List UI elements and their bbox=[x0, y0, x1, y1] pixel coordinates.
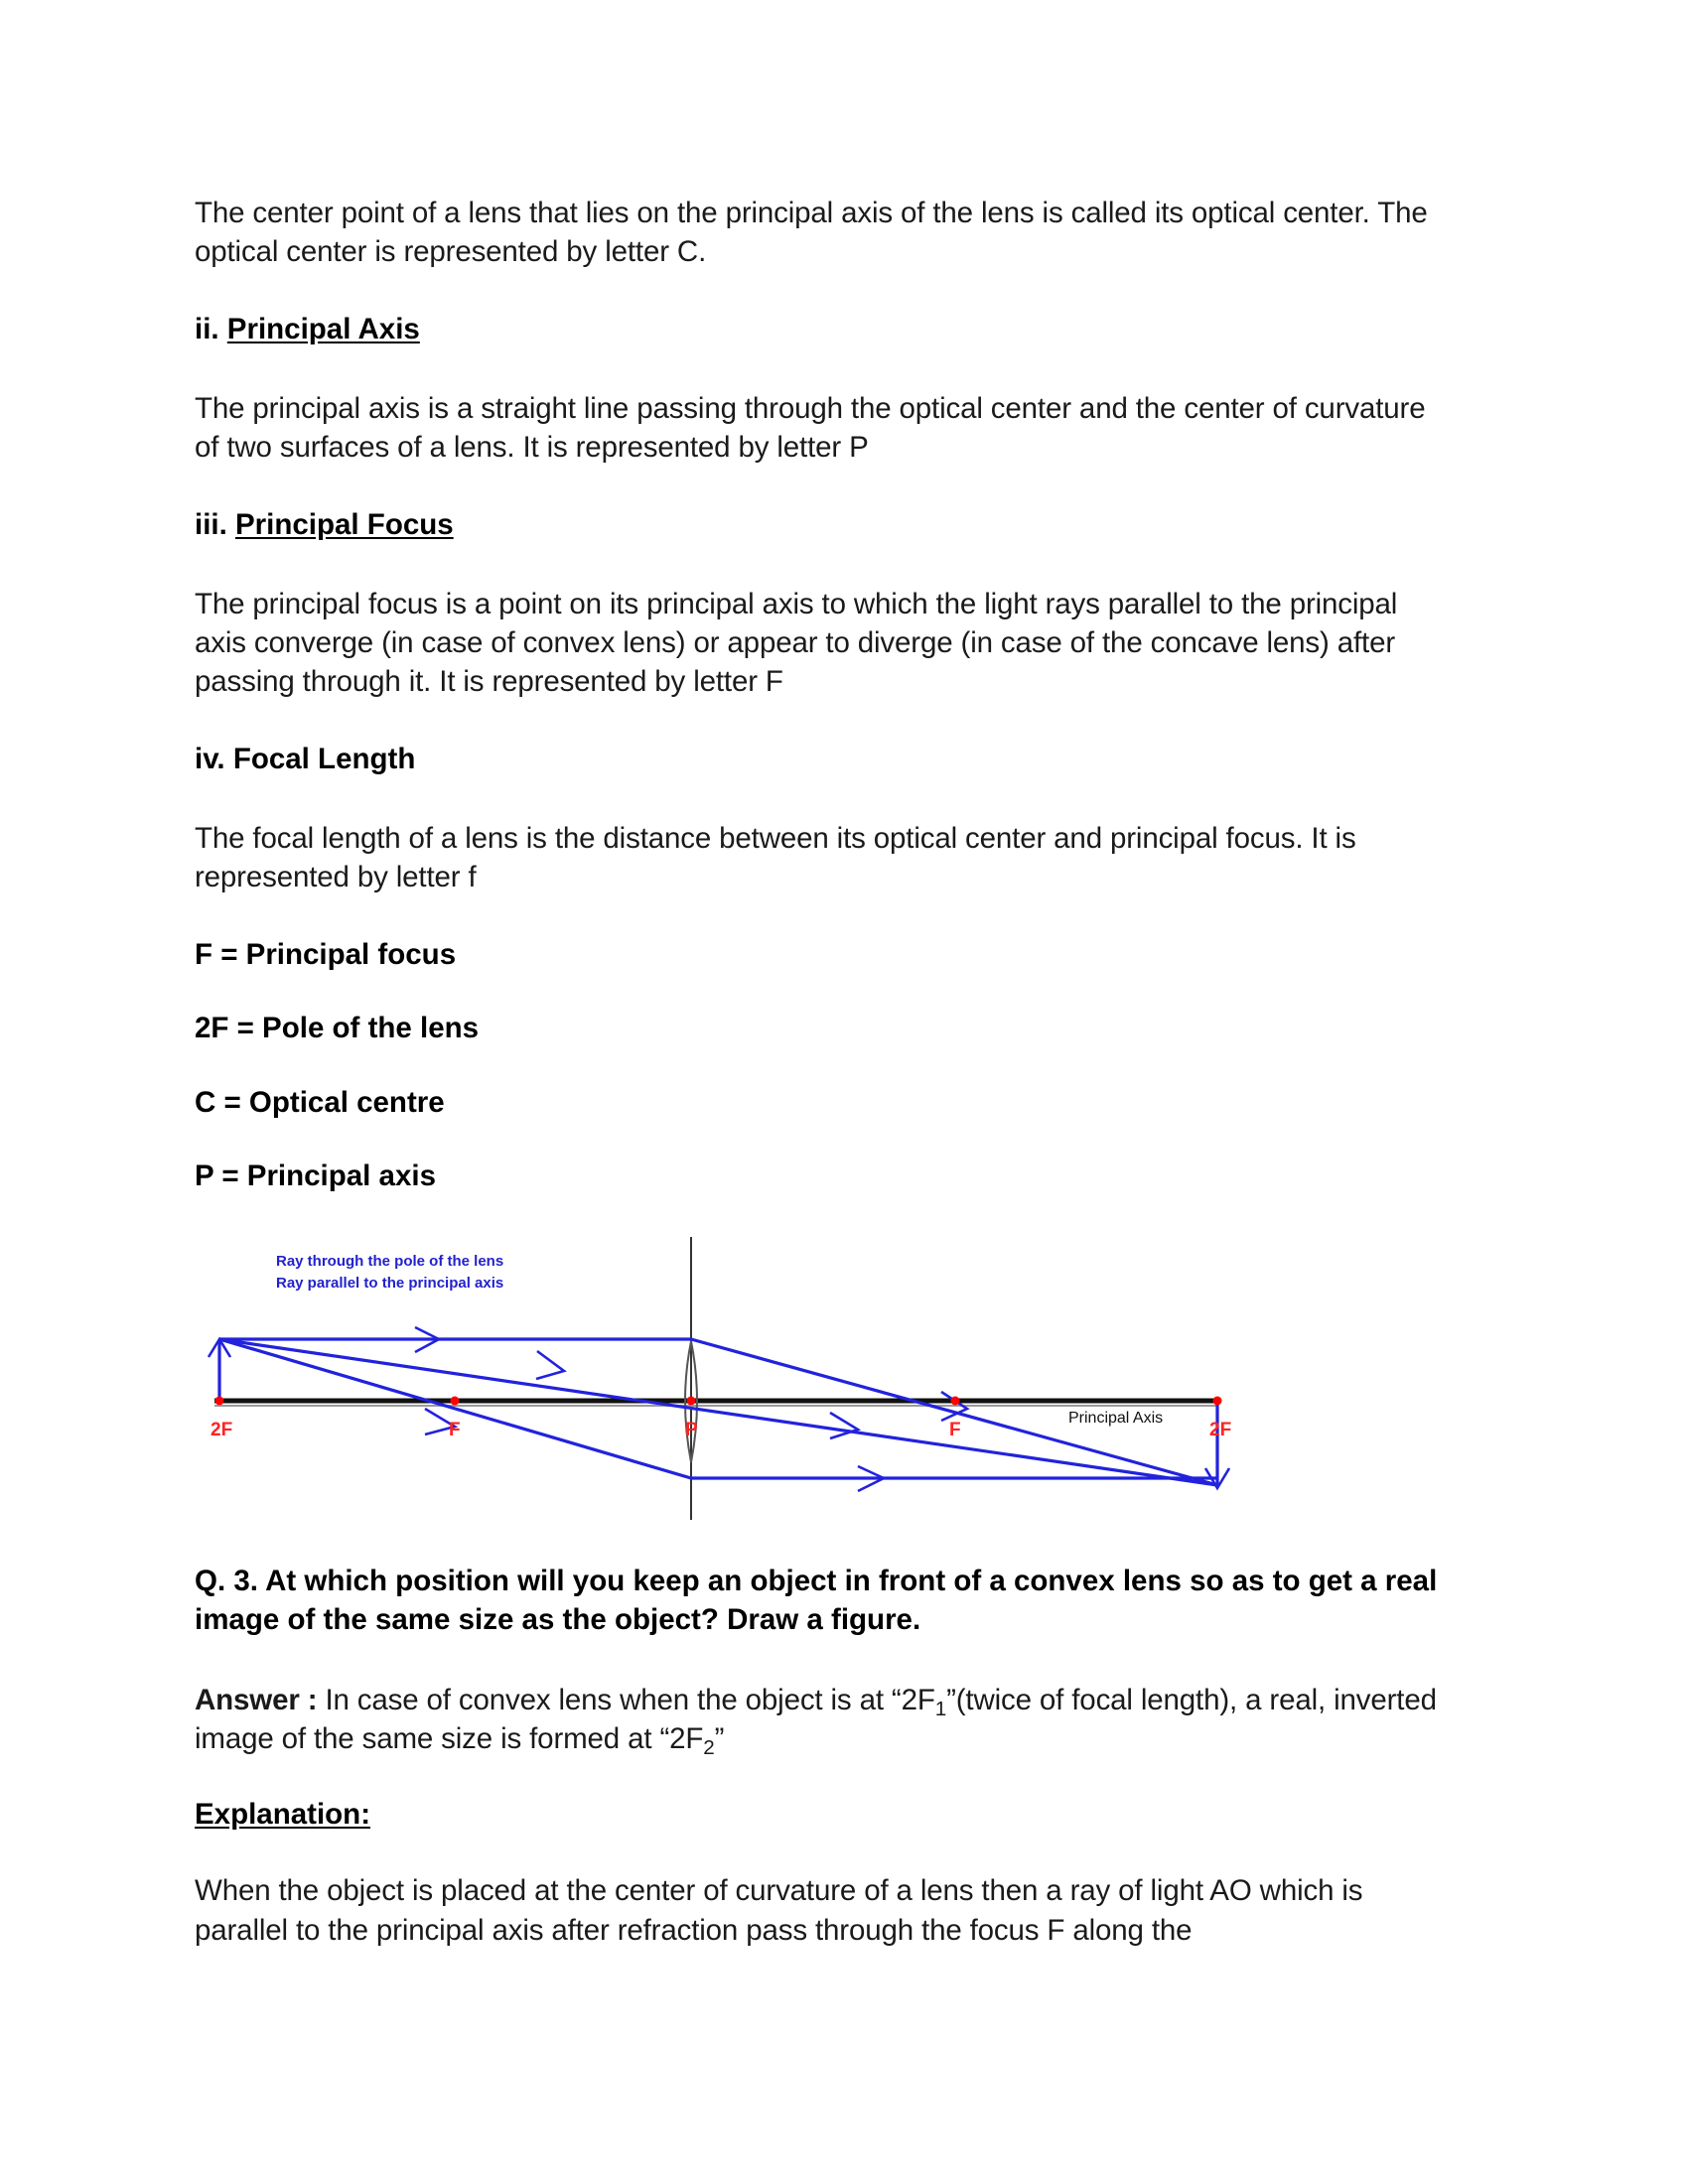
ray-diagram-figure bbox=[195, 1232, 1317, 1540]
ray-through-pole-arrowhead-2 bbox=[830, 1413, 858, 1438]
legend-item-principal-focus: F = Principal focus bbox=[195, 938, 457, 972]
section-heading-principal-axis bbox=[195, 311, 1489, 348]
section-title-ii: Principal Axis bbox=[226, 313, 420, 346]
question-heading bbox=[195, 1562, 1446, 1639]
explanation-heading-text: Explanation: bbox=[195, 1798, 371, 1832]
question-text: At which position will you keep an object in front of a convex lens so as to get a real image of the same size as the object? Draw a figure. bbox=[195, 1564, 1438, 1636]
section-heading-principal-focus bbox=[195, 506, 1489, 544]
figure-label-f-left: F bbox=[449, 1419, 461, 1440]
point-marker-2f-left bbox=[215, 1396, 224, 1405]
explanation-heading bbox=[195, 1798, 1489, 1832]
answer-paragraph bbox=[195, 1681, 1441, 1758]
point-marker-f-right bbox=[951, 1396, 960, 1405]
answer-text-part-3: ” bbox=[714, 1722, 725, 1756]
figure-principal-axis-label: Principal Axis bbox=[1068, 1409, 1164, 1427]
point-marker-2f-right bbox=[1213, 1396, 1222, 1405]
section-body-focal-length: The focal length of a lens is the distance between its optical center and principal focus. It is represented by letter f bbox=[195, 821, 1356, 893]
intro-paragraph: The center point of a lens that lies on the principal axis of the lens is called its optical center. The optical center is represented by letter C. bbox=[195, 197, 1428, 269]
answer-subscript-2: 2 bbox=[703, 1736, 715, 1759]
section-title-iv: Focal Length bbox=[232, 743, 416, 776]
figure-label-2f-left: 2F bbox=[211, 1419, 233, 1440]
figure-annotation-line-2: Ray parallel to the principal axis bbox=[276, 1274, 504, 1292]
section-body-principal-focus: The principal focus is a point on its principal axis to which the light rays parallel to the principal axis converge (in case of convex lens) or appear to diverge (in case of the concave lens) after passing through it. It is represented by letter F bbox=[195, 587, 1398, 699]
ray-through-focus-incident bbox=[219, 1339, 691, 1478]
figure-annotation-line-1: Ray through the pole of the lens bbox=[276, 1252, 504, 1270]
section-heading-focal-length bbox=[195, 741, 1489, 778]
answer-label: Answer : bbox=[195, 1683, 318, 1716]
section-number-iv: iv. bbox=[195, 743, 225, 776]
point-marker-pole bbox=[687, 1396, 696, 1405]
point-marker-f-left bbox=[451, 1396, 460, 1405]
answer-text-part-2: ”(twice of focal length), a real, inverted image of the same size is formed at “2F bbox=[195, 1683, 1437, 1756]
section-number-iii: iii. bbox=[195, 508, 227, 542]
legend-item-optical-centre: C = Optical centre bbox=[195, 1085, 445, 1119]
section-title-iii: Principal Focus bbox=[235, 508, 454, 542]
legend-item-pole: 2F = Pole of the lens bbox=[195, 1012, 480, 1045]
legend-list bbox=[195, 936, 1489, 1195]
explanation-body: When the object is placed at the center of curvature of a lens then a ray of light AO which is parallel to the principal axis after refraction pass through the focus F along the bbox=[195, 1874, 1363, 1947]
ray-through-pole-arrowhead-1 bbox=[536, 1351, 564, 1379]
figure-label-pole: P bbox=[685, 1419, 698, 1440]
figure-label-f-right: F bbox=[949, 1419, 961, 1440]
section-number-ii: ii. bbox=[195, 313, 219, 346]
question-label: Q. 3. bbox=[195, 1564, 258, 1597]
legend-item-principal-axis: P = Principal axis bbox=[195, 1160, 436, 1193]
section-body-principal-axis: The principal axis is a straight line passing through the optical center and the center of curvature of two surfaces of a lens. It is represented by letter P bbox=[195, 391, 1426, 465]
answer-subscript-1: 1 bbox=[934, 1697, 947, 1720]
answer-text-part-1: In case of convex lens when the object is at “2F bbox=[325, 1683, 935, 1716]
figure-label-2f-right: 2F bbox=[1209, 1419, 1232, 1440]
